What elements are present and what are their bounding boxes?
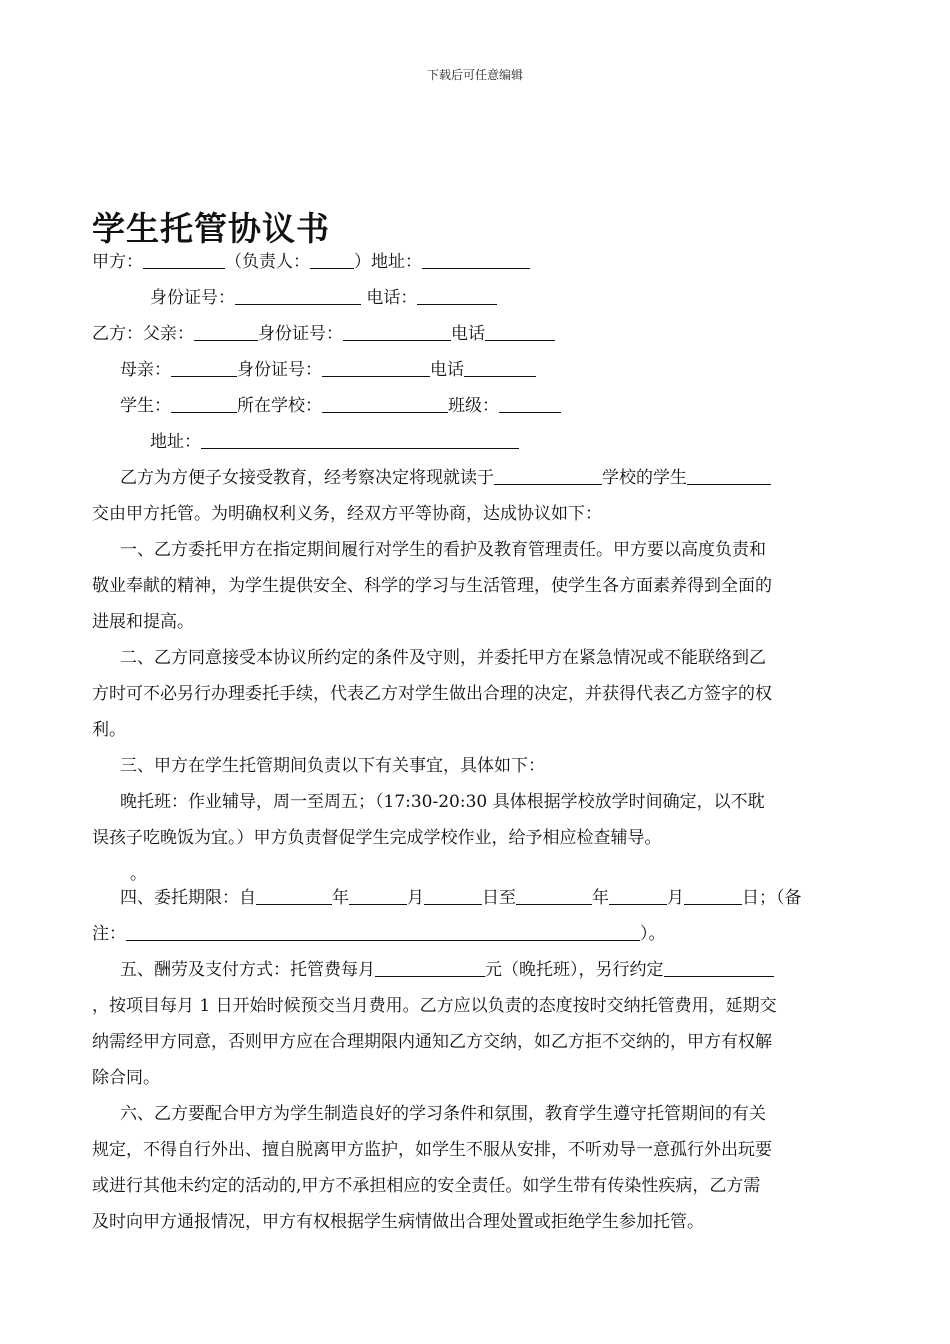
- party-a-address-label: ）地址：: [354, 252, 422, 272]
- intro-line-2: 交由甲方托管。为明确权利义务，经双方平等协商，达成协议如下：: [92, 504, 602, 524]
- day-to-label: 日至: [482, 888, 516, 908]
- class-field[interactable]: [499, 394, 561, 413]
- party-a-id-field[interactable]: [235, 286, 361, 305]
- clause1-line-3: 进展和提高。: [92, 612, 194, 632]
- class-label: 班级：: [448, 396, 499, 416]
- page-header-note: 下载后可任意编辑: [426, 68, 523, 82]
- father-phone-label: 电话: [451, 324, 485, 344]
- father-line: [92, 322, 555, 346]
- month-label: 月: [407, 888, 424, 908]
- clause5-line-2: ，按项目每月 1 日开始时候预交当月费用。乙方应以负责的态度按时交纳托管费用，延期交: [92, 996, 777, 1016]
- clause2-line-1: 二、乙方同意接受本协议所约定的条件及守则，并委托甲方在紧急情况或不能联络到乙: [120, 648, 766, 668]
- party-a-phone-field[interactable]: [417, 286, 497, 305]
- school-label: 所在学校：: [237, 396, 322, 416]
- mother-phone-label: 电话: [430, 360, 464, 380]
- clause4-line-2: [92, 922, 666, 946]
- clause3-line-2: 晚托班：作业辅导，周一至周五；（17:30-20:30 具体根据学校放学时间确定，以不耽: [120, 792, 765, 812]
- father-phone-field[interactable]: [485, 322, 555, 341]
- party-a-line: [92, 250, 530, 274]
- clause4-line-1: [120, 886, 802, 910]
- clause2-line-3: 利。: [92, 720, 126, 740]
- intro-text-a: 乙方为方便子女接受教育，经考察决定将现就读于: [120, 468, 494, 488]
- address-line: [150, 430, 519, 454]
- start-day-field[interactable]: [424, 886, 482, 905]
- start-month-field[interactable]: [349, 886, 407, 905]
- responsible-label: （负责人：: [225, 252, 310, 272]
- school-field[interactable]: [322, 394, 448, 413]
- intro-line-1: [120, 466, 771, 490]
- mother-name-field[interactable]: [171, 358, 237, 377]
- clause3-line-4: 。: [130, 864, 147, 884]
- clause3-line-3: 误孩子吃晚饭为宜。）甲方负责督促学生完成学校作业，给予相应检查辅导。: [92, 828, 662, 848]
- end-year-field[interactable]: [516, 886, 592, 905]
- student-line: [120, 394, 561, 418]
- clause5-line-4: 除合同。: [92, 1068, 160, 1088]
- clause6-line-3: 或进行其他未约定的活动的,甲方不承担相应的安全责任。如学生带有传染性疾病，乙方需: [92, 1176, 761, 1196]
- note-label: 注：: [92, 924, 126, 944]
- responsible-field[interactable]: [310, 250, 354, 269]
- end-month-field[interactable]: [609, 886, 667, 905]
- party-a-phone-label: 电话：: [366, 288, 418, 308]
- father-label: 父亲：: [143, 324, 194, 344]
- start-year-field[interactable]: [256, 886, 332, 905]
- year-label: 年: [332, 888, 349, 908]
- party-a-id-line: [150, 286, 497, 310]
- document-title: 学生托管协议书: [92, 209, 330, 248]
- father-id-field[interactable]: [343, 322, 451, 341]
- mother-id-field[interactable]: [322, 358, 430, 377]
- party-b-label: 乙方：: [92, 324, 143, 344]
- party-a-id-label: 身份证号：: [150, 288, 235, 308]
- clause5-text-b: 元（晚托班），另行约定: [485, 960, 664, 980]
- clause5-line-3: 纳需经甲方同意，否则甲方应在合理期限内通知乙方交纳，如乙方拒不交纳的，甲方有权解: [92, 1032, 772, 1052]
- mother-phone-field[interactable]: [464, 358, 536, 377]
- party-a-label: 甲方：: [92, 252, 143, 272]
- note-field[interactable]: [126, 922, 640, 941]
- end-month-label: 月: [667, 888, 684, 908]
- father-id-label: 身份证号：: [258, 324, 343, 344]
- clause6-line-2: 规定，不得自行外出、擅自脱离甲方监护，如学生不服从安排，不听劝导一意孤行外出玩要: [92, 1140, 772, 1160]
- student-name-field[interactable]: [171, 394, 237, 413]
- intro-school-field[interactable]: [494, 466, 602, 485]
- other-agreement-field[interactable]: [664, 958, 774, 977]
- clause5-line-1: [120, 958, 774, 982]
- intro-text-b: 学校的学生: [602, 468, 687, 488]
- mother-label: 母亲：: [120, 360, 171, 380]
- clause2-line-2: 方时可不必另行办理委托手续，代表乙方对学生做出合理的决定，并获得代表乙方签字的权: [92, 684, 772, 704]
- party-a-address-field[interactable]: [422, 250, 530, 269]
- address-label: 地址：: [150, 432, 201, 452]
- clause6-line-1: 六、乙方要配合甲方为学生制造良好的学习条件和氛围，教育学生遵守托管期间的有关: [120, 1104, 766, 1124]
- mother-id-label: 身份证号：: [237, 360, 322, 380]
- party-a-name-field[interactable]: [143, 250, 225, 269]
- monthly-fee-field[interactable]: [375, 958, 485, 977]
- clause4-start: 四、委托期限：自: [120, 888, 256, 908]
- note-close: ）。: [640, 924, 666, 944]
- mother-line: [120, 358, 536, 382]
- end-year-label: 年: [592, 888, 609, 908]
- address-field[interactable]: [201, 430, 519, 449]
- father-name-field[interactable]: [194, 322, 258, 341]
- intro-student-field[interactable]: [687, 466, 771, 485]
- clause1-line-2: 敬业奉献的精神，为学生提供安全、科学的学习与生活管理，使学生各方面素养得到全面的: [92, 576, 772, 596]
- clause3-line-1: 三、甲方在学生托管期间负责以下有关事宜，具体如下：: [120, 756, 545, 776]
- day-end-label: 日；（备: [742, 888, 802, 908]
- end-day-field[interactable]: [684, 886, 742, 905]
- student-label: 学生：: [120, 396, 171, 416]
- clause5-text-a: 五、酬劳及支付方式：托管费每月: [120, 960, 375, 980]
- clause1-line-1: 一、乙方委托甲方在指定期间履行对学生的看护及教育管理责任。甲方要以高度负责和: [120, 540, 766, 560]
- clause6-line-4: 及时向甲方通报情况，甲方有权根据学生病情做出合理处置或拒绝学生参加托管。: [92, 1212, 704, 1232]
